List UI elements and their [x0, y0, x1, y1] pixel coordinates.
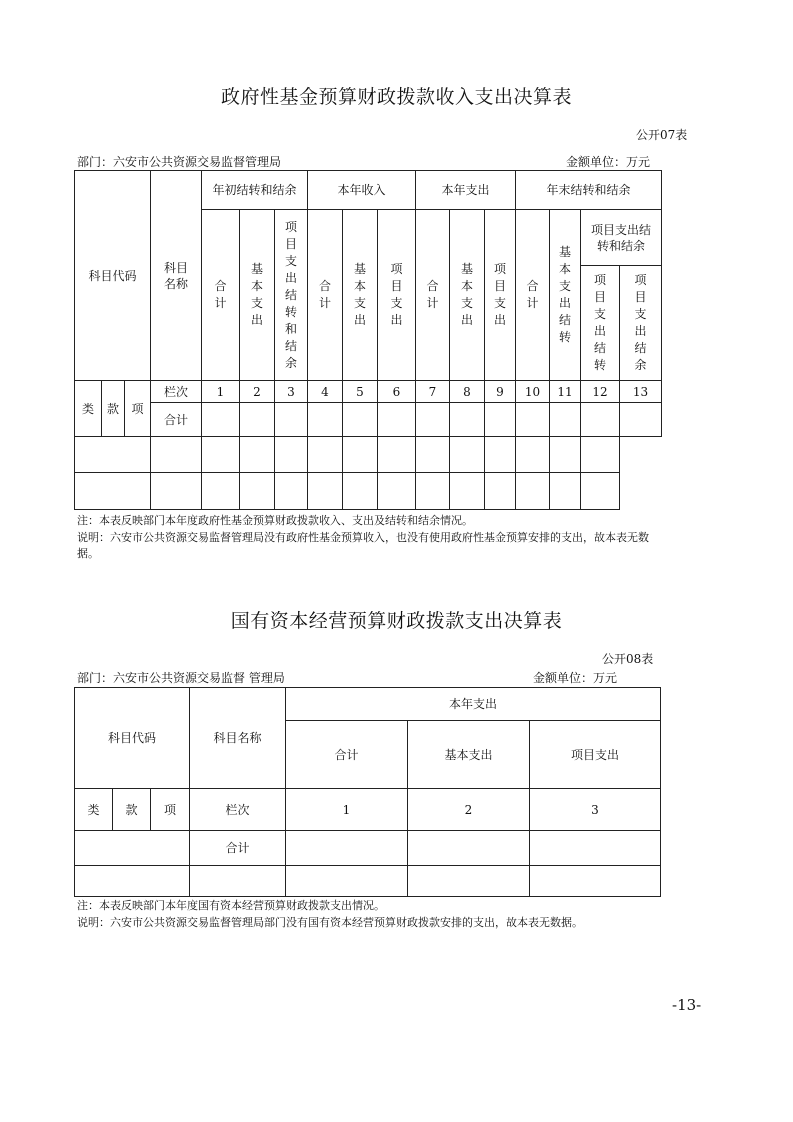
table1-col-end-project-balance: 项目支出结余	[620, 266, 662, 381]
table2-header-subject-code: 科目代码	[75, 688, 190, 789]
table1-col-number: 2	[240, 381, 275, 403]
table2	[74, 687, 661, 897]
table1-col-expense-total: 合计	[416, 210, 450, 381]
table2-cell	[530, 831, 661, 866]
table1-col-end-project-carry: 项目支出结转	[581, 266, 620, 381]
table1-col-number: 1	[202, 381, 240, 403]
table1-header-expense: 本年支出	[416, 171, 516, 210]
table1-col-number: 5	[343, 381, 378, 403]
table2-col-basic: 基本支出	[408, 721, 530, 789]
table1-header-kuan: 款	[102, 381, 125, 437]
table1-col-expense-basic: 基本支出	[450, 210, 485, 381]
table1-header-xiang: 项	[125, 381, 151, 437]
table1-header-end-balance: 年末结转和结余	[516, 171, 662, 210]
table1-col-begin-total: 合计	[202, 210, 240, 381]
table1-unit: 金额单位：万元	[566, 155, 651, 169]
table1-note: 注：本表反映部门本年度政府性基金预算财政拨款收入、支出及结转和结余情况。	[77, 514, 473, 527]
table1-col-number: 4	[308, 381, 343, 403]
table2-header-subject-name: 科目名称	[190, 688, 286, 789]
table1-explanation: 说明：六安市公共资源交易监督管理局没有政府性基金预算收入，也没有使用政府性基金预算安排的支出，故本表无数据。	[77, 531, 649, 560]
table1-col-expense-project: 项目支出	[485, 210, 516, 381]
table1-col-end-total: 合计	[516, 210, 550, 381]
table2-row-index-label: 栏次	[190, 789, 286, 831]
table1-row-index-label: 栏次	[151, 381, 202, 403]
table1-cell	[581, 403, 620, 437]
table2-header-xiang: 项	[151, 789, 190, 831]
table1-col-number: 6	[378, 381, 416, 403]
table1-cell	[416, 403, 450, 437]
table2-col-total: 合计	[286, 721, 408, 789]
table1-col-number: 3	[275, 381, 308, 403]
table1-header-subject-code: 科目代码	[75, 171, 151, 381]
table2-col-number: 2	[408, 789, 530, 831]
table1-header-income: 本年收入	[308, 171, 416, 210]
table1-header-lei: 类	[75, 381, 102, 437]
table1	[74, 170, 662, 510]
table1-col-income-total: 合计	[308, 210, 343, 381]
table1-col-income-basic: 基本支出	[343, 210, 378, 381]
table1-empty-row	[75, 437, 662, 473]
table2-header-kuan: 款	[113, 789, 151, 831]
table2-cell	[286, 831, 408, 866]
table1-empty-row	[75, 473, 662, 510]
table2-col-project: 项目支出	[530, 721, 661, 789]
table1-col-number: 13	[620, 381, 662, 403]
table1-col-end-basic: 基本支出结转	[550, 210, 581, 381]
table1-col-number: 11	[550, 381, 581, 403]
table1-cell	[516, 403, 550, 437]
table1-cell	[485, 403, 516, 437]
table2-department: 部门：六安市公共资源交易监督 管理局	[77, 671, 285, 685]
table1-col-number: 9	[485, 381, 516, 403]
table2-code: 公开08表	[602, 652, 654, 666]
table2-note: 注：本表反映部门本年度国有资本经营预算财政拨款支出情况。	[77, 899, 385, 912]
table1-header-subject-name: 科目名称	[151, 171, 202, 381]
table1-cell	[343, 403, 378, 437]
table1-col-number: 8	[450, 381, 485, 403]
page-number: -13-	[672, 996, 702, 1014]
table2-header-lei: 类	[75, 789, 113, 831]
table2-total-label: 合计	[190, 831, 286, 866]
table2-cell	[75, 831, 190, 866]
table1-col-end-project-group: 项目支出结转和结余	[581, 210, 662, 266]
table2-cell	[408, 831, 530, 866]
table2-header-expense: 本年支出	[286, 688, 661, 721]
table1-col-number: 10	[516, 381, 550, 403]
table2-explanation: 说明：六安市公共资源交易监督管理局部门没有国有资本经营预算财政拨款安排的支出，故本表无数据。	[77, 916, 583, 929]
table1-cell	[450, 403, 485, 437]
table2-empty-row	[75, 866, 661, 897]
table1-cell	[620, 403, 662, 437]
table1-header-begin-balance: 年初结转和结余	[202, 171, 308, 210]
table1-col-number: 12	[581, 381, 620, 403]
table1-code: 公开07表	[636, 128, 688, 142]
table2-unit: 金额单位：万元	[533, 671, 618, 685]
table1-cell	[275, 403, 308, 437]
table1-cell	[202, 403, 240, 437]
table1-total-label: 合计	[151, 403, 202, 437]
table1-col-income-project: 项目支出	[378, 210, 416, 381]
table1-col-number: 7	[416, 381, 450, 403]
table1-title: 政府性基金预算财政拨款收入支出决算表	[220, 86, 572, 108]
table1-col-begin-project: 项目支出结转和结余	[275, 210, 308, 381]
table1-cell	[308, 403, 343, 437]
table1-department: 部门：六安市公共资源交易监督管理局	[77, 155, 282, 169]
table1-col-begin-basic: 基本支出	[240, 210, 275, 381]
table2-col-number: 1	[286, 789, 408, 831]
table1-cell	[240, 403, 275, 437]
table1-cell	[550, 403, 581, 437]
table2-col-number: 3	[530, 789, 661, 831]
table2-title: 国有资本经营预算财政拨款支出决算表	[230, 610, 563, 632]
table1-cell	[378, 403, 416, 437]
